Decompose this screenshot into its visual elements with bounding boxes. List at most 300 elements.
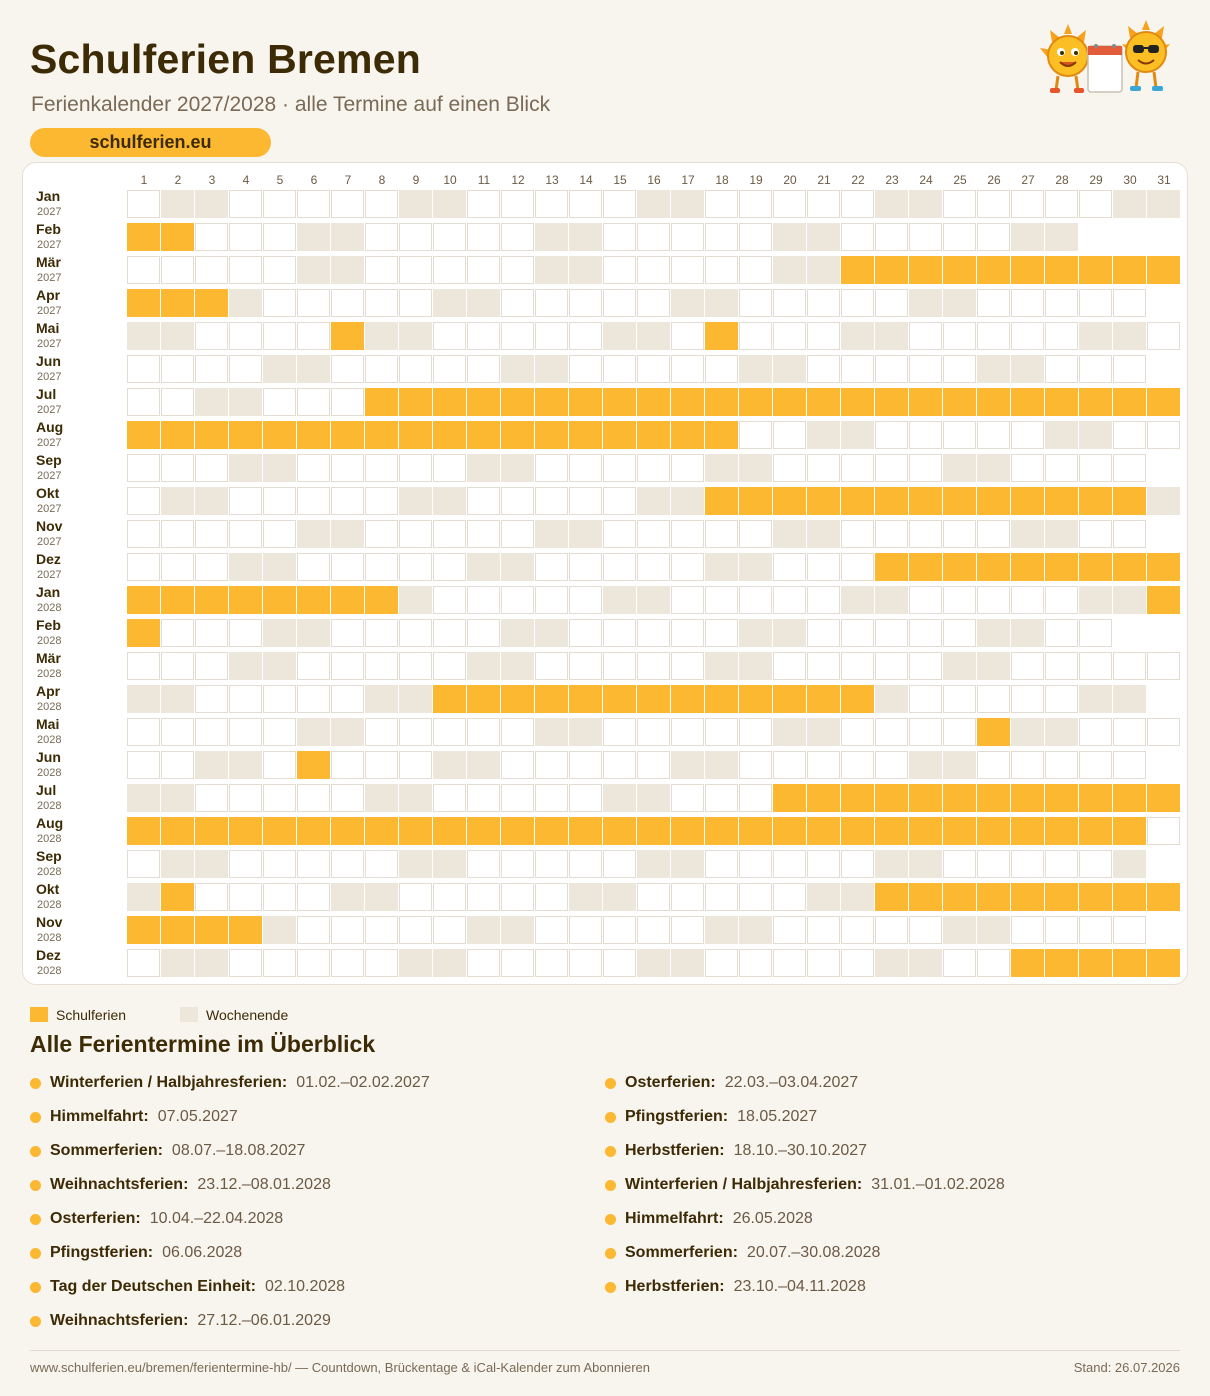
day-cell [977, 388, 1010, 416]
day-cell [943, 652, 976, 680]
day-number: 19 [749, 173, 763, 187]
day-cell [161, 487, 194, 515]
day-cell [671, 454, 704, 482]
day-cell [977, 619, 1010, 647]
day-cell [535, 322, 568, 350]
month-name: Mär [36, 254, 61, 270]
day-cell [773, 916, 806, 944]
day-cell [365, 718, 398, 746]
day-cell [909, 784, 942, 812]
day-cell [1011, 322, 1044, 350]
day-cell [875, 817, 908, 845]
day-cell [365, 850, 398, 878]
day-cell [671, 619, 704, 647]
day-cell [637, 949, 670, 977]
holiday-dates: 02.10.2028 [264, 1278, 346, 1295]
day-cell [841, 520, 874, 548]
day-cell [365, 487, 398, 515]
month-year: 2028 [37, 668, 62, 680]
day-cell [705, 487, 738, 515]
day-cell [773, 619, 806, 647]
month-name: Feb [36, 617, 61, 633]
day-cell [365, 553, 398, 581]
day-cell [705, 520, 738, 548]
day-cell [365, 883, 398, 911]
day-cell [467, 586, 500, 614]
day-cell [841, 850, 874, 878]
month-name: Nov [36, 518, 63, 534]
day-cell [977, 751, 1010, 779]
day-cell [331, 586, 364, 614]
day-cell [263, 421, 296, 449]
day-cell [433, 289, 466, 317]
holiday-name: Pfingstferien: 18.05.2027 [625, 1108, 818, 1125]
day-cell [365, 586, 398, 614]
day-cell [365, 652, 398, 680]
day-cell [127, 421, 160, 449]
day-cell [297, 652, 330, 680]
day-cell [569, 388, 602, 416]
page-subtitle: Ferienkalender 2027/2028 · alle Termine auf einen Blick [31, 93, 551, 116]
day-cell [161, 652, 194, 680]
day-cell [195, 487, 228, 515]
day-cell [1147, 388, 1180, 416]
day-cell [841, 388, 874, 416]
day-cell [841, 421, 874, 449]
day-cell [705, 586, 738, 614]
day-cell [1147, 586, 1180, 614]
day-cell [195, 883, 228, 911]
day-cell [399, 619, 432, 647]
day-cell [603, 784, 636, 812]
holiday-dates: 26.05.2028 [732, 1210, 813, 1227]
month-year: 2027 [37, 404, 62, 416]
day-cell [773, 718, 806, 746]
day-cell [467, 388, 500, 416]
day-cell [399, 586, 432, 614]
day-cell [1079, 388, 1112, 416]
day-number: 15 [613, 173, 627, 187]
day-cell [229, 685, 262, 713]
month-name: Apr [36, 683, 61, 699]
day-cell [739, 421, 772, 449]
legend-ferien-swatch [30, 1007, 48, 1022]
day-cell [773, 322, 806, 350]
month-year: 2027 [37, 338, 62, 350]
day-cell [739, 916, 772, 944]
day-cell [807, 289, 840, 317]
day-cell [195, 949, 228, 977]
day-cell [365, 289, 398, 317]
month-year: 2027 [37, 437, 62, 449]
day-cell [705, 619, 738, 647]
day-cell [705, 322, 738, 350]
day-cell [535, 784, 568, 812]
day-cell [603, 817, 636, 845]
day-cell [1045, 652, 1078, 680]
day-cell [399, 421, 432, 449]
day-cell [909, 619, 942, 647]
day-cell [297, 322, 330, 350]
day-cell [875, 520, 908, 548]
day-cell [331, 454, 364, 482]
day-cell [229, 718, 262, 746]
day-cell [569, 289, 602, 317]
day-cell [739, 388, 772, 416]
day-cell [1045, 355, 1078, 383]
day-cell [535, 388, 568, 416]
day-cell [977, 355, 1010, 383]
day-cell [433, 619, 466, 647]
day-cell [161, 586, 194, 614]
day-cell [909, 256, 942, 284]
day-cell [501, 883, 534, 911]
day-cell [263, 718, 296, 746]
day-cell [535, 817, 568, 845]
day-cell [501, 916, 534, 944]
day-cell [331, 289, 364, 317]
day-cell [331, 553, 364, 581]
day-cell [297, 850, 330, 878]
day-cell [195, 817, 228, 845]
day-cell [1079, 685, 1112, 713]
month-name: Jan [36, 188, 61, 204]
day-cell [1113, 685, 1146, 713]
day-cell [841, 619, 874, 647]
day-cell [331, 751, 364, 779]
day-cell [841, 256, 874, 284]
day-cell [1011, 883, 1044, 911]
day-cell [943, 355, 976, 383]
day-cell [229, 784, 262, 812]
day-cell [909, 718, 942, 746]
day-cell [603, 850, 636, 878]
day-cell [807, 256, 840, 284]
day-cell [195, 586, 228, 614]
day-cell [671, 421, 704, 449]
day-cell [331, 190, 364, 218]
day-cell [739, 619, 772, 647]
day-cell [467, 883, 500, 911]
day-cell [603, 883, 636, 911]
day-cell [1079, 553, 1112, 581]
day-cell [875, 289, 908, 317]
day-cell [161, 190, 194, 218]
day-cell [569, 916, 602, 944]
day-cell [331, 520, 364, 548]
day-cell [399, 850, 432, 878]
day-cell [943, 883, 976, 911]
day-cell [569, 883, 602, 911]
day-cell [977, 817, 1010, 845]
day-cell [603, 388, 636, 416]
day-cell [365, 454, 398, 482]
day-cell [229, 751, 262, 779]
day-cell [229, 421, 262, 449]
month-year: 2027 [37, 569, 62, 581]
day-cell [943, 388, 976, 416]
day-cell [739, 850, 772, 878]
day-cell [671, 487, 704, 515]
day-cell [875, 586, 908, 614]
day-cell [399, 751, 432, 779]
day-cell [1113, 520, 1146, 548]
day-cell [365, 421, 398, 449]
month-name: Mai [36, 716, 60, 732]
day-cell [399, 883, 432, 911]
day-cell [841, 322, 874, 350]
day-cell [977, 883, 1010, 911]
day-cell [433, 553, 466, 581]
day-cell [739, 685, 772, 713]
day-cell [841, 454, 874, 482]
day-cell [501, 784, 534, 812]
month-name: Okt [36, 485, 60, 501]
day-cell [127, 355, 160, 383]
month-name: Feb [36, 221, 61, 237]
day-cell [433, 190, 466, 218]
day-cell [875, 421, 908, 449]
day-cell [433, 223, 466, 251]
day-cell [671, 850, 704, 878]
month-name: Jun [36, 749, 61, 765]
day-cell [535, 289, 568, 317]
day-cell [1079, 256, 1112, 284]
day-cell [841, 190, 874, 218]
day-cell [603, 223, 636, 251]
day-cell [433, 949, 466, 977]
day-cell [943, 256, 976, 284]
day-cell [229, 817, 262, 845]
day-cell [603, 256, 636, 284]
day-cell [603, 487, 636, 515]
day-cell [535, 256, 568, 284]
footer-stand: Stand: 26.07.2026 [1073, 1360, 1180, 1375]
day-cell [1045, 454, 1078, 482]
day-cell [977, 454, 1010, 482]
day-cell [297, 289, 330, 317]
day-cell [841, 355, 874, 383]
day-number: 7 [344, 173, 352, 187]
day-cell [773, 949, 806, 977]
day-cell [127, 454, 160, 482]
day-cell [1147, 322, 1180, 350]
day-cell [807, 751, 840, 779]
day-cell [365, 388, 398, 416]
day-number: 27 [1021, 173, 1035, 187]
day-cell [263, 454, 296, 482]
day-cell [161, 685, 194, 713]
day-cell [807, 949, 840, 977]
day-cell [671, 256, 704, 284]
day-cell [467, 652, 500, 680]
holiday-dates: 23.10.–04.11.2028 [733, 1278, 866, 1295]
holiday-name: Himmelfahrt: 07.05.2027 [50, 1108, 238, 1125]
day-number: 12 [511, 173, 525, 187]
day-cell [1079, 784, 1112, 812]
day-cell [1113, 454, 1146, 482]
site-badge[interactable]: schulferien.eu [30, 128, 271, 157]
day-cell [569, 619, 602, 647]
day-cell [195, 421, 228, 449]
day-cell [467, 256, 500, 284]
day-cell [773, 850, 806, 878]
day-cell [841, 223, 874, 251]
day-cell [875, 685, 908, 713]
day-cell [739, 751, 772, 779]
day-cell [603, 586, 636, 614]
day-cell [263, 355, 296, 383]
day-cell [637, 421, 670, 449]
day-cell [909, 586, 942, 614]
day-cell [569, 751, 602, 779]
legend-wochenende-swatch [180, 1007, 198, 1022]
month-name: Jan [36, 584, 61, 600]
day-cell [467, 817, 500, 845]
day-cell [1045, 256, 1078, 284]
day-cell [297, 685, 330, 713]
day-cell [637, 487, 670, 515]
day-cell [569, 553, 602, 581]
month-name: Apr [36, 287, 61, 303]
day-cell [1045, 916, 1078, 944]
day-cell [739, 256, 772, 284]
day-cell [1045, 223, 1078, 251]
day-cell [1079, 850, 1112, 878]
day-cell [773, 652, 806, 680]
day-cell [569, 454, 602, 482]
day-number: 21 [817, 173, 831, 187]
day-cell [535, 949, 568, 977]
day-cell [875, 883, 908, 911]
day-cell [1011, 223, 1044, 251]
page-title: Schulferien Bremen [30, 36, 421, 82]
day-cell [569, 586, 602, 614]
day-cell [909, 223, 942, 251]
day-cell [535, 520, 568, 548]
day-cell [569, 487, 602, 515]
day-cell [399, 949, 432, 977]
day-cell [467, 454, 500, 482]
day-cell [501, 817, 534, 845]
day-cell [875, 619, 908, 647]
day-cell [365, 619, 398, 647]
day-cell [841, 817, 874, 845]
day-cell [1079, 322, 1112, 350]
day-cell [467, 421, 500, 449]
day-cell [637, 784, 670, 812]
month-name: Mai [36, 320, 60, 336]
day-cell [433, 388, 466, 416]
day-cell [1045, 883, 1078, 911]
day-cell [297, 883, 330, 911]
day-cell [603, 751, 636, 779]
day-cell [705, 652, 738, 680]
day-cell [127, 256, 160, 284]
day-cell [1011, 718, 1044, 746]
day-cell [1147, 784, 1180, 812]
day-cell [161, 751, 194, 779]
day-cell [1011, 553, 1044, 581]
day-cell [739, 223, 772, 251]
day-cell [433, 817, 466, 845]
holiday-dates: 27.12.–06.01.2029 [197, 1312, 331, 1329]
day-cell [1147, 256, 1180, 284]
day-cell [229, 850, 262, 878]
day-cell [1113, 718, 1146, 746]
day-cell [127, 685, 160, 713]
day-cell [909, 916, 942, 944]
day-cell [161, 553, 194, 581]
day-cell [399, 652, 432, 680]
day-cell [943, 619, 976, 647]
day-cell [297, 454, 330, 482]
day-cell [263, 883, 296, 911]
day-cell [1113, 850, 1146, 878]
day-cell [773, 685, 806, 713]
day-cell [909, 685, 942, 713]
day-cell [467, 619, 500, 647]
day-cell [263, 553, 296, 581]
day-cell [1045, 751, 1078, 779]
day-cell [705, 223, 738, 251]
day-cell [1011, 817, 1044, 845]
day-cell [433, 652, 466, 680]
day-cell [161, 223, 194, 251]
day-cell [1011, 685, 1044, 713]
day-cell [841, 916, 874, 944]
day-cell [535, 355, 568, 383]
day-cell [161, 817, 194, 845]
day-cell [1079, 949, 1112, 977]
day-cell [671, 883, 704, 911]
day-cell [739, 520, 772, 548]
day-cell [705, 355, 738, 383]
day-cell [365, 784, 398, 812]
day-cell [671, 223, 704, 251]
day-cell [705, 751, 738, 779]
day-cell [501, 652, 534, 680]
day-cell [807, 916, 840, 944]
day-cell [331, 619, 364, 647]
day-cell [263, 520, 296, 548]
month-year: 2028 [37, 602, 62, 614]
day-cell [603, 355, 636, 383]
day-cell [399, 784, 432, 812]
day-number: 1 [140, 173, 148, 187]
day-cell [365, 223, 398, 251]
month-name: Jun [36, 353, 61, 369]
day-cell [1045, 520, 1078, 548]
day-cell [127, 487, 160, 515]
day-cell [195, 322, 228, 350]
day-cell [943, 751, 976, 779]
day-cell [875, 190, 908, 218]
day-cell [875, 718, 908, 746]
month-year: 2028 [37, 899, 62, 911]
day-cell [603, 652, 636, 680]
day-cell [161, 784, 194, 812]
day-cell [569, 421, 602, 449]
day-cell [569, 718, 602, 746]
bullet-dot-icon [605, 1282, 616, 1293]
footer-link[interactable]: www.schulferien.eu/bremen/ferientermine-hb/ — Countdown, Brückentage & iCal-Kalender zum Abonnieren [30, 1360, 650, 1375]
bullet-dot-icon [30, 1214, 41, 1225]
holiday-dates: 18.10.–30.10.2027 [733, 1142, 868, 1159]
day-cell [569, 355, 602, 383]
day-cell [297, 586, 330, 614]
day-cell [331, 256, 364, 284]
